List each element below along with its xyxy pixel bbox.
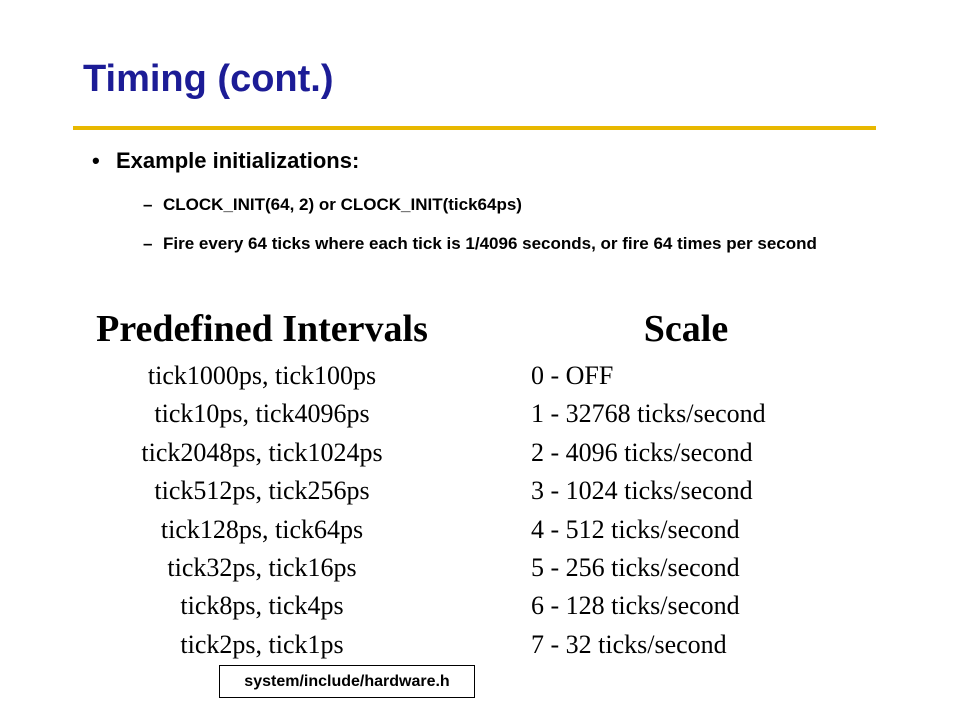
interval-line: tick2ps, tick1ps [180,629,344,659]
scale-heading: Scale [643,308,729,350]
interval-line: tick128ps, tick64ps [160,514,364,544]
scale-line: 6 - 128 ticks/second [531,591,740,621]
title-divider [73,126,876,130]
intervals-column [52,305,472,664]
interval-line: tick10ps, tick4096ps [154,399,370,429]
scale-line: 4 - 512 ticks/second [531,514,740,544]
sub-item-dash: – [143,195,153,214]
interval-line: tick512ps, tick256ps [154,476,370,506]
interval-line: tick32ps, tick16ps [167,553,357,583]
source-file-label: system/include/hardware.h [219,665,475,698]
scale-line: 2 - 4096 ticks/second [531,437,753,467]
bullet-symbol: • [92,148,100,173]
scale-line: 0 - OFF [531,361,614,390]
interval-line: tick8ps, tick4ps [180,591,344,621]
scale-column [531,305,851,664]
sub-item-text: CLOCK_INIT(64, 2) or CLOCK_INIT(tick64ps) [163,195,522,214]
scale-line: 7 - 32 ticks/second [531,629,727,659]
interval-line: tick1000ps, tick100ps [147,361,377,390]
slide-title: Timing (cont.) [83,58,334,100]
sub-item [143,194,522,216]
scale-line: 1 - 32768 ticks/second [531,399,766,429]
intervals-heading: Predefined Intervals [96,308,428,350]
scale-line: 3 - 1024 ticks/second [531,476,753,506]
scale-line: 5 - 256 ticks/second [531,553,740,583]
sub-item-dash: – [143,234,153,253]
interval-line: tick2048ps, tick1024ps [141,437,383,467]
bullet-item [92,148,359,174]
bullet-text: Example initializations: [116,148,360,173]
sub-item-text: Fire every 64 ticks where each tick is 1/4096 seconds, or fire 64 times per second [163,234,817,253]
sub-item [143,233,863,255]
